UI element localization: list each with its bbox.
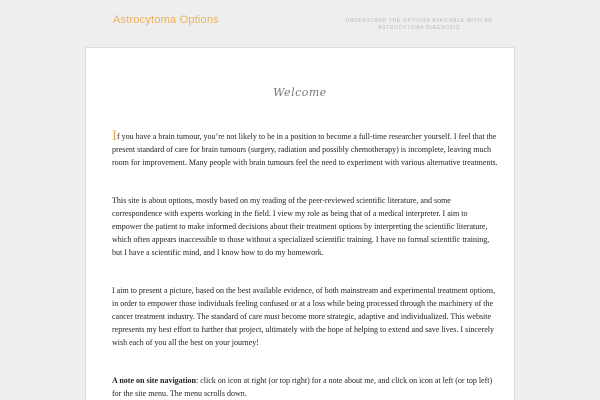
about-site-paragraph: This site is about options, mostly based on my reading of the peer-reviewed scientific literature, and some correspondence with experts working in the field. I view my role as being that of a medical interpreter. I aim to empower the patient to make informed decisions about their treatment options by interpreting the scientific literature, which often appears inaccessible to those without a specialized scientific training. I have no formal scientific training, but I have a scientific mind, and I know how to do my homework. (112, 196, 490, 257)
purpose-paragraph: I aim to present a picture, based on the best available evidence, of both mainstream and experimental treatment options, in order to empower those individuals feeling confused or at a loss while being processed through the machinery of the cancer treatment industry. The standard of care must become more strategic, adaptive and individualized. This website represents my best effort to further that project, ultimately with the hope of helping to extend and save lives. I sincerely wish each of you all the best on your journey! (112, 286, 496, 347)
page-title: Welcome (273, 86, 327, 99)
intro-paragraph (112, 130, 498, 169)
site-tagline: UNDERSTAND THE OPTIONS AVAILABLE WITH AN ASTROCYTOMA DIAGNOSIS (345, 18, 493, 31)
intro-paragraph-text: f you have a brain tumour, you’re not likely to be in a position to become a full-time researcher yourself. I feel that the present standard of care for brain tumours (surgery, radiation and possibly chemotherapy) is incomplete, leaving much room for improvement. Many people with brain tumours feel the need to experiment with various alternative treatments. (112, 132, 498, 167)
content-card (85, 47, 515, 400)
navigation-note-paragraph (112, 374, 498, 400)
article-body (112, 130, 498, 400)
navigation-note-label: A note on site navigation (112, 376, 197, 385)
navigation-note-text: : click on icon at right (or top right) for a note about me, and click on icon at left (or top left) for the site menu. The menu scrolls down. (112, 376, 493, 398)
site-title-link[interactable]: Astrocytoma Options (113, 14, 219, 26)
drop-cap: I (112, 128, 117, 144)
site-header (0, 0, 600, 48)
